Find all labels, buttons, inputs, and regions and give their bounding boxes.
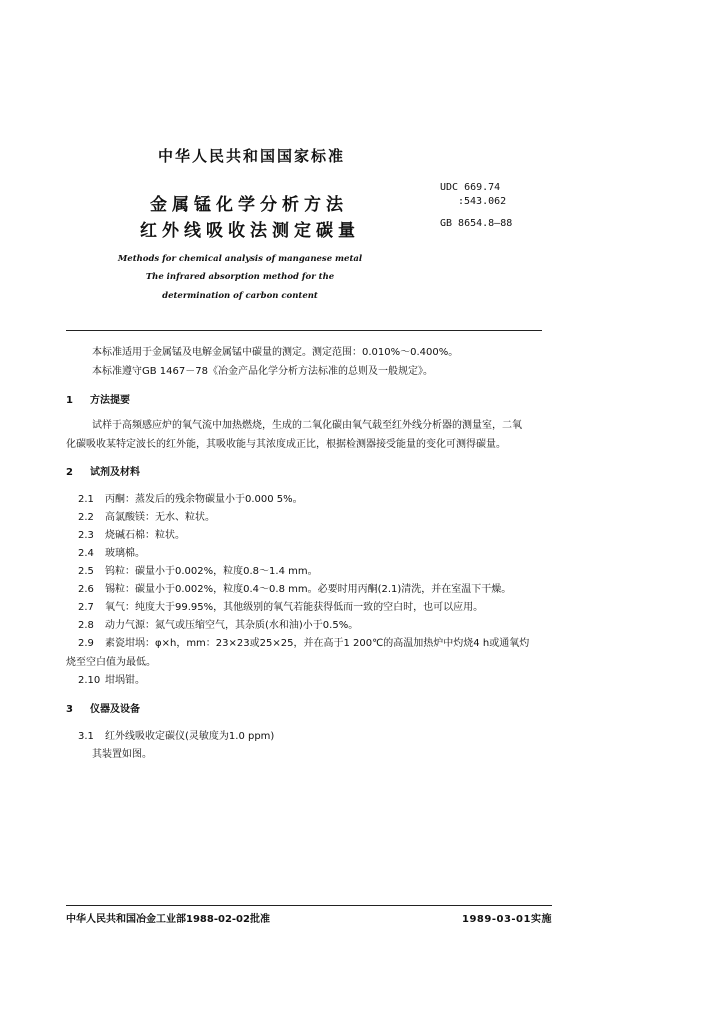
standard-title-line1: 金属锰化学分析方法 [150,195,348,215]
english-title-line1: Methods for chemical analysis of manganese metal [117,254,363,264]
udc-code-cont: :543.062 [458,196,507,207]
effective-date: 1989-03-01实施 [462,914,552,925]
section-title: 方法提要 [90,395,130,406]
item-number: 2.5 [78,566,94,577]
item-number: 3.1 [78,731,94,742]
list-item [78,598,483,613]
footer-divider [66,905,552,906]
section-number: 2 [66,467,73,478]
list-item [78,671,145,686]
item-text: 氧气：纯度大于99.95%，其他级别的氧气若能获得低而一致的空白时，也可以应用。 [105,602,484,613]
list-item-continuation: 其装置如图。 [92,749,152,760]
section-3-heading [66,700,140,715]
list-item [78,580,511,595]
section-title: 试剂及材料 [90,467,140,478]
list-item [78,562,318,577]
item-text: 钨粒：碳量小于0.002%，粒度0.8～1.4 mm。 [105,566,318,577]
item-number: 2.2 [78,512,94,523]
item-number: 2.10 [78,675,101,686]
state-standard-heading: 中华人民共和国国家标准 [158,147,346,165]
section-1-text-line2: 化碳吸收某特定波长的红外能，其吸收能与其浓度成正比，根据检测器接受能量的变化可测得碳量。 [66,439,506,450]
item-text: 动力气源：氮气或压缩空气，其杂质(水和油)小于0.5%。 [105,620,359,631]
item-text: 坩埚钳。 [105,675,145,686]
item-number: 2.1 [78,494,94,505]
header-divider [66,330,542,331]
list-item [78,526,185,541]
list-item [78,634,529,649]
list-item [78,508,215,523]
item-text: 锡粒：碳量小于0.002%，粒度0.4～0.8 mm。必要时用丙酮(2.1)清洗，并在室温下干燥。 [105,584,512,595]
item-number: 2.9 [78,638,94,649]
gb-number: GB 8654.8—88 [440,218,513,229]
list-item [78,490,303,505]
item-text: 素瓷坩埚：φ×h，mm：23×23或25×25，并在高于1 200℃的高温加热炉中灼烧4 h或通氧灼 [105,638,530,649]
section-number: 3 [66,704,73,715]
intro-scope: 本标准适用于金属锰及电解金属锰中碳量的测定。测定范围：0.010%～0.400%。 [92,347,459,358]
item-text: 红外线吸收定碳仪(灵敏度为1.0 ppm) [105,731,275,742]
section-title: 仪器及设备 [90,704,140,715]
item-number: 2.7 [78,602,94,613]
item-text: 玻璃棉。 [105,548,145,559]
item-text: 烧碱石棉：粒状。 [105,530,185,541]
item-number: 2.4 [78,548,94,559]
section-1-text-line1: 试样于高频感应炉的氧气流中加热燃烧，生成的二氧化碳由氧气载至红外线分析器的测量室，二氧 [92,420,522,431]
intro-compliance: 本标准遵守GB 1467－78《冶金产品化学分析方法标准的总则及一般规定》。 [92,366,433,377]
item-number: 2.6 [78,584,94,595]
english-title-line3: determination of carbon content [162,291,318,301]
item-text: 丙酮：蒸发后的残余物碳量小于0.000 5%。 [105,494,303,505]
list-item [78,616,358,631]
udc-code: UDC 669.74 [440,182,501,193]
list-item [78,544,145,559]
standard-title-line2: 红外线吸收法测定碳量 [140,221,360,241]
list-item-continuation: 烧至空白值为最低。 [66,657,156,668]
english-title-line2: The infrared absorption method for the [145,272,335,282]
item-text: 高氯酸镁：无水、粒状。 [105,512,215,523]
section-2-heading [66,463,140,478]
item-number: 2.8 [78,620,94,631]
section-number: 1 [66,395,73,406]
item-number: 2.3 [78,530,94,541]
section-1-heading [66,391,130,406]
list-item [78,727,274,742]
approval-line: 中华人民共和国冶金工业部1988-02-02批准 [66,914,270,925]
